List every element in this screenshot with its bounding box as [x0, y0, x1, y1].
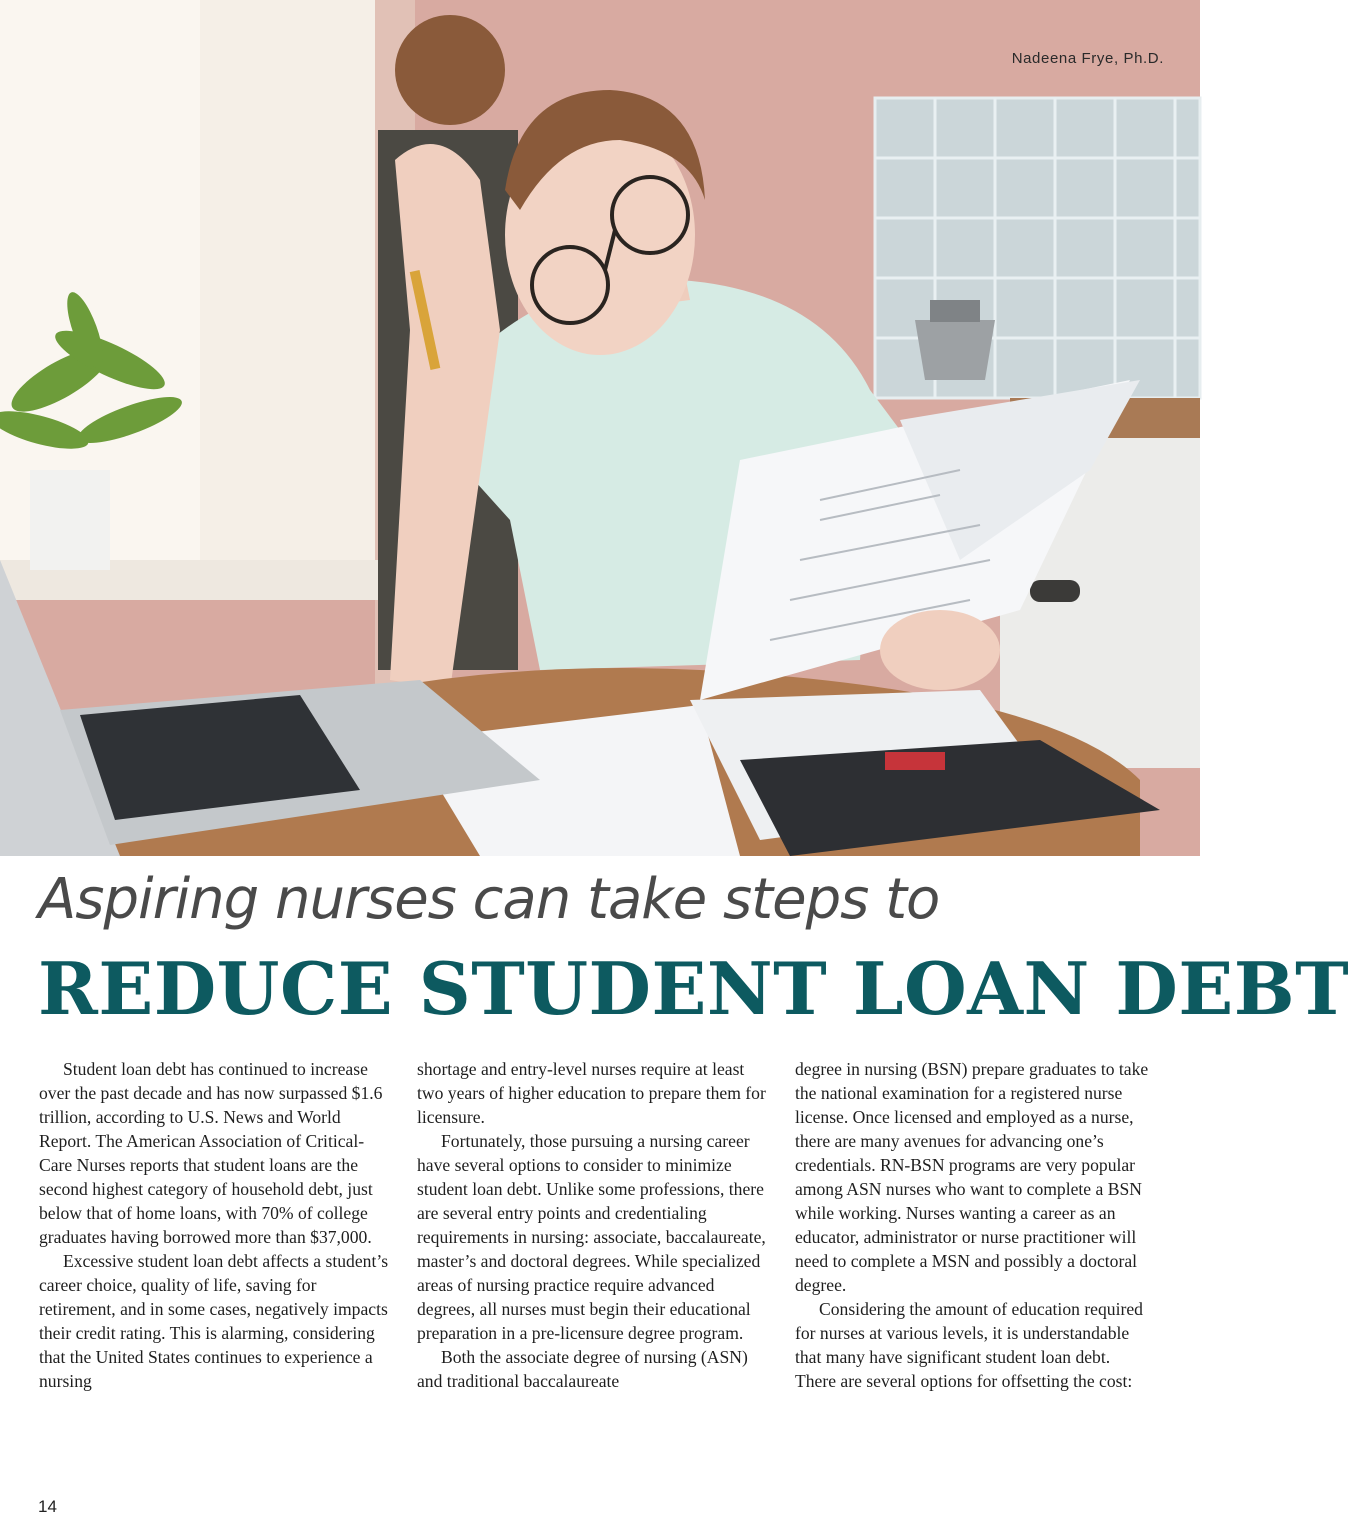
paragraph: shortage and entry-level nurses require at least two years of higher education to prepare them for licensure. [417, 1059, 766, 1127]
paragraph: degree in nursing (BSN) prepare graduates to take the national examination for a registered nurse license. Once licensed and employed as a nurse, there are many avenues for advancing one’s credentials. RN-BSN programs are very popular among ASN nurses who want to complete a BSN while working. Nurses wanting a career as an educator, administrator or nurse practitioner will need to complete a MSN and possibly a doctoral degree. [795, 1059, 1149, 1295]
article-body [39, 1057, 1161, 1447]
byline: Nadeena Frye, Ph.D. [1011, 50, 1164, 67]
column-1 [39, 1057, 394, 1393]
paragraph: Excessive student loan debt affects a student’s career choice, quality of life, saving for retirement, and in some cases, negatively impacts their credit rating. This is alarming, considering that the United States continues to experience a nursing [39, 1251, 389, 1391]
headline-kicker: Aspiring nurses can take steps to [38, 867, 940, 932]
paragraph: Considering the amount of education required for nurses at various levels, it is understandable that many have significant student loan debt. There are several options for offsetting the cost: [795, 1299, 1143, 1391]
paragraph: Fortunately, those pursuing a nursing career have several options to consider to minimize student loan debt. Unlike some professions, there are several entry points and credentialing requirements in nursing: associate, baccalaureate, master’s and doctoral degrees. While specialized areas of nursing practice require advanced degrees, all nurses must begin their educational preparation in a pre-licensure degree program. [417, 1131, 766, 1343]
column-2 [417, 1057, 772, 1393]
hero-illustration [0, 0, 1200, 856]
headline: REDUCE STUDENT LOAN DEBT [38, 946, 1349, 1031]
paragraph: Student loan debt has continued to increase over the past decade and has now surpassed $1.6 trillion, according to U.S. News and World Report. The American Association of Critical-Care Nurses reports that student loans are the second highest category of household debt, just below that of home loans, with 70% of college graduates having borrowed more than $37,000. [39, 1059, 383, 1247]
hero-photo [0, 0, 1200, 856]
column-3 [795, 1057, 1150, 1393]
page-number: 14 [38, 1497, 57, 1516]
paragraph: Both the associate degree of nursing (ASN) and traditional baccalaureate [417, 1347, 748, 1391]
